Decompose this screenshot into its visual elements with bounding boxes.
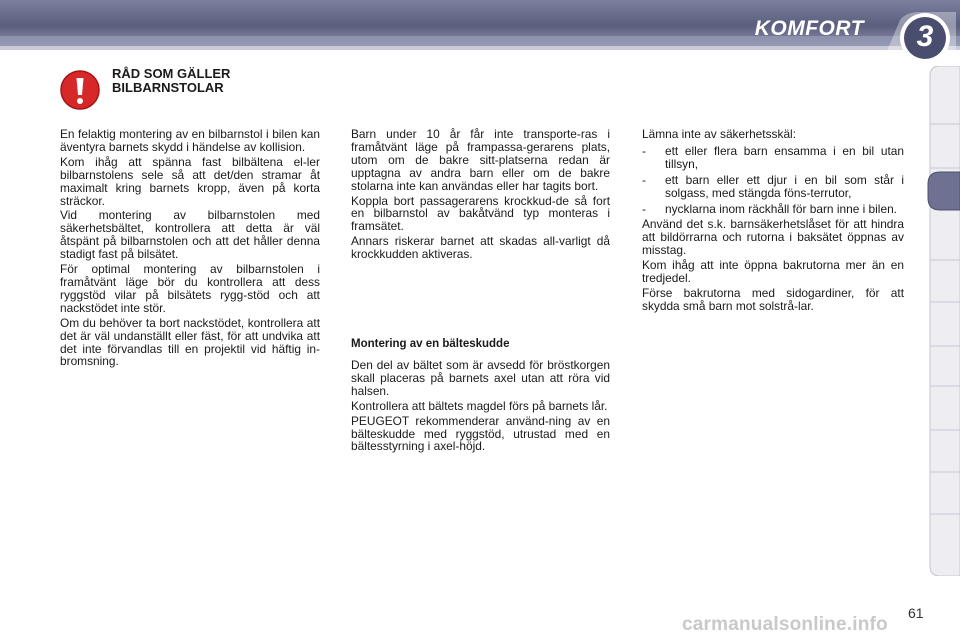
paragraph: Lämna inte av säkerhetsskäl: xyxy=(642,127,796,141)
bullet-dash: - xyxy=(642,143,646,158)
paragraph: För optimal montering av bilbarnstolen i framåtvänt läge bör du kontrollera att dess ryggstöd vilar på bilsätets rygg-stöd och att nackstödet inte stör. xyxy=(60,262,320,315)
paragraph: Om du behöver ta bort nackstödet, kontrollera att det är väl undanställt eller fäst, för att undvika att det inte förvandlas till en projektil vid häftig in-bromsning. xyxy=(60,315,320,369)
paragraph: Barn under 10 år får inte transporte-ras i framåtvänt läge på frampassa-gerarens plats, utom om de bakre sitt-platserna redan är upptagna av andra barn eller om de bakre stolarna inte kan användas eller har tagits bort. xyxy=(351,127,610,193)
list-item-text: ett eller flera barn ensamma i en bil utan tillsyn, xyxy=(665,143,904,171)
paragraph: En felaktig montering av en bilbarnstol i bilen kan äventyra barnets skydd i händelse av kollision. xyxy=(60,127,320,154)
paragraph: Kom ihåg att inte öppna bakrutorna mer än en tredjedel. xyxy=(642,258,904,286)
watermark: carmanualsonline.info xyxy=(682,614,888,635)
chapter-number: 3 xyxy=(916,20,934,53)
paragraph: Vid montering av bilbarnstolen med säkerhetsbältet, kontrollera att detta är väl åtspänt på bilbarnstolen och att det håller denna stadigt fast på bilsätet. xyxy=(60,208,320,262)
paragraph: Förse bakrutorna med sidogardiner, för att skydda små barn mot solstrå-lar. xyxy=(642,285,904,313)
warning-title-line2: BILBARNSTOLAR xyxy=(112,80,224,95)
paragraph: Koppla bort passagerarens krockkud-de så fort en bilbarnstol av bakåtvänd typ monteras i framsätet. xyxy=(351,193,610,234)
chapter-tab-strip xyxy=(926,66,960,576)
chapter-title: KOMFORT xyxy=(754,17,864,40)
bullet-dash: - xyxy=(642,201,646,216)
column-1 xyxy=(60,128,320,370)
warning-title-line1: RÅD SOM GÄLLER xyxy=(112,66,231,81)
paragraph: Annars riskerar barnet att skadas all-varligt då krockkudden aktiveras. xyxy=(351,234,610,262)
list-item-text: nycklarna inom räckhåll för barn inne i bilen. xyxy=(665,201,897,216)
section-subheading: Montering av en bälteskudde xyxy=(351,338,510,350)
paragraph: PEUGEOT rekommenderar använd-ning av en bälteskudde med ryggstöd, utrustad med en bältesstyrning i axel-höjd. xyxy=(351,413,610,454)
list-item xyxy=(642,145,904,171)
warning-title xyxy=(112,67,332,95)
bullet-dash: - xyxy=(642,172,646,187)
column-3 xyxy=(642,128,904,315)
list-item xyxy=(642,174,904,200)
list-item xyxy=(642,203,904,216)
exclamation-icon xyxy=(60,70,100,110)
paragraph: Kom ihåg att spänna fast bilbältena el-ler bilbarnstolens sele så att det/den stramar åt maximalt kring barnets kropp, även på korta sträckor. xyxy=(60,154,320,208)
paragraph: Den del av bältet som är avsedd för bröstkorgen skall placeras på barnets axel utan att röra vid halsen. xyxy=(351,358,610,398)
paragraph: Kontrollera att bältets magdel förs på barnets lår. xyxy=(351,398,608,413)
page-number: 61 xyxy=(908,605,924,621)
list-item-text: ett barn eller ett djur i en bil som står i solgass, med stängda föns-terrutor, xyxy=(665,172,904,200)
column-2 xyxy=(351,128,610,263)
paragraph: Använd det s.k. barnsäkerhetslåset för att hindra att bildörrarna och rutorna i baksätet öppnas av misstag. xyxy=(642,217,904,258)
column-2-section xyxy=(351,359,610,455)
